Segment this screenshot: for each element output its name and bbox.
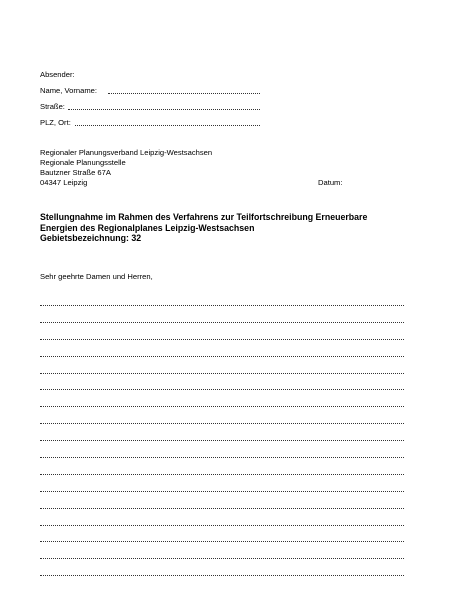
sender-city-field[interactable]	[75, 125, 260, 126]
sender-street-label: Straße:	[40, 102, 65, 111]
writing-line[interactable]	[40, 322, 404, 323]
writing-line[interactable]	[40, 356, 404, 357]
subject-line: Stellungnahme im Rahmen des Verfahrens zur Teilfortschreibung Erneuerbare	[40, 212, 368, 222]
writing-line[interactable]	[40, 457, 404, 458]
sender-label: Absender:	[40, 70, 75, 79]
writing-line[interactable]	[40, 575, 404, 576]
recipient-line: Bautzner Straße 67A	[40, 168, 111, 177]
recipient-line: Regionale Planungsstelle	[40, 158, 126, 167]
subject-line: Energien des Regionalplanes Leipzig-Westsachsen	[40, 222, 255, 233]
date-label: Datum:	[318, 178, 343, 187]
sender-street-field[interactable]	[68, 109, 260, 110]
writing-line[interactable]	[40, 305, 404, 306]
sender-city-label: PLZ, Ort:	[40, 118, 71, 127]
writing-line[interactable]	[40, 491, 404, 492]
writing-line[interactable]	[40, 339, 404, 340]
writing-line[interactable]	[40, 406, 404, 407]
sender-name-label: Name, Vorname:	[40, 86, 97, 95]
greeting: Sehr geehrte Damen und Herren,	[40, 272, 153, 281]
subject-line: Gebietsbezeichnung: 32	[40, 233, 142, 244]
writing-line[interactable]	[40, 423, 404, 424]
writing-line[interactable]	[40, 474, 404, 475]
writing-line[interactable]	[40, 508, 404, 509]
writing-line[interactable]	[40, 440, 404, 441]
subject-heading	[40, 212, 367, 244]
writing-line[interactable]	[40, 558, 404, 559]
recipient-line: 04347 Leipzig	[40, 178, 88, 187]
sender-name-field[interactable]	[108, 93, 260, 94]
writing-line[interactable]	[40, 541, 404, 542]
recipient-line: Regionaler Planungsverband Leipzig-Westsachsen	[40, 148, 213, 157]
writing-line[interactable]	[40, 373, 404, 374]
writing-area[interactable]	[40, 305, 404, 592]
writing-line[interactable]	[40, 525, 404, 526]
writing-line[interactable]	[40, 389, 404, 390]
